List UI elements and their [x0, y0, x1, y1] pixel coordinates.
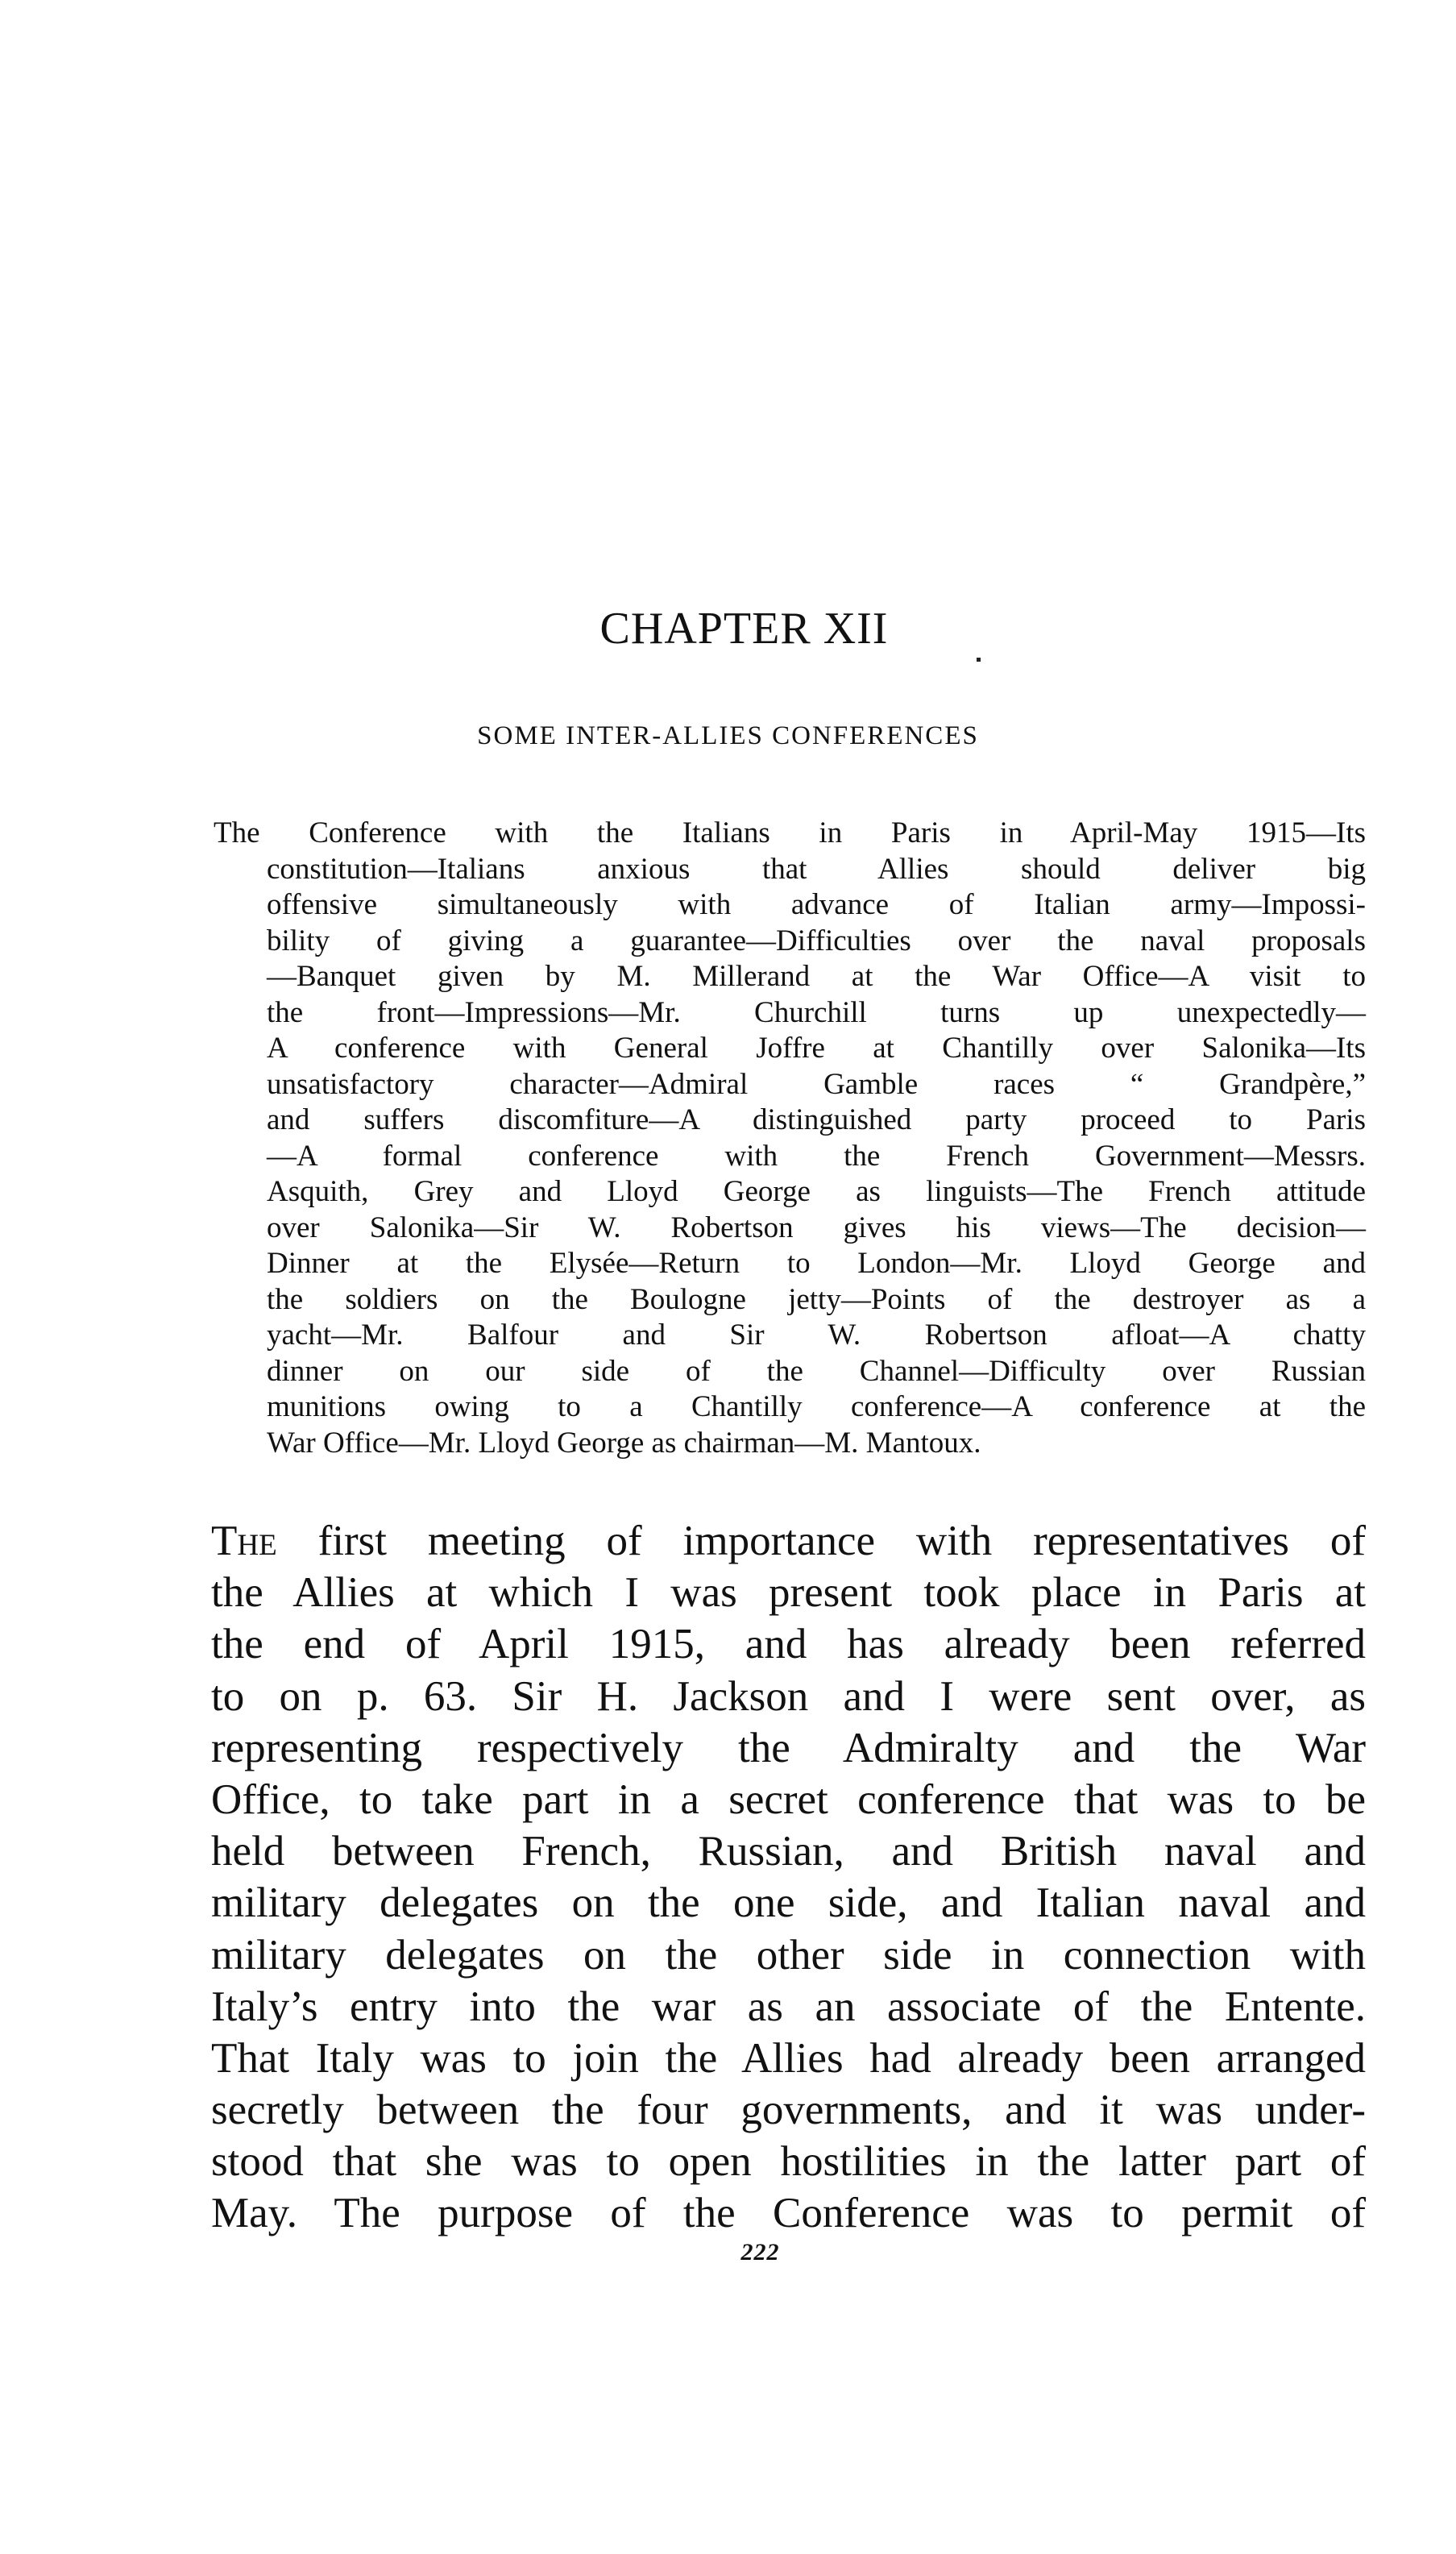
body-line: the end of April 1915, and has already been referred [211, 1621, 1366, 1668]
body-line: the Allies at which I was present took place in Paris at [211, 1569, 1366, 1617]
chapter-title: CHAPTER XII [599, 604, 889, 654]
synopsis-line: dinner on our side of the Channel—Difficulty over Russian [267, 1354, 1366, 1388]
chapter-subtitle: SOME INTER-ALLIES CONFERENCES [477, 721, 979, 750]
body-line: stood that she was to open hostilities in the latter part of [211, 2138, 1366, 2186]
synopsis-line: over Salonika—Sir W. Robertson gives his views—The decision— [267, 1211, 1366, 1244]
body-line: military delegates on the other side in connection with [211, 1931, 1366, 1979]
body-paragraph [211, 1515, 1366, 2240]
body-line: Italy’s entry into the war as an associate of the Entente. [211, 1983, 1366, 2030]
synopsis-line: munitions owing to a Chantilly conference—A conference at the [267, 1390, 1366, 1423]
synopsis-line: the front—Impressions—Mr. Churchill turns up unexpectedly— [267, 995, 1366, 1029]
print-speck [977, 658, 981, 662]
synopsis-line: The Conference with the Italians in Paris in April-May 1915—Its [214, 816, 1366, 849]
body-line: to on p. 63. Sir H. Jackson and I were sent over, as [211, 1672, 1366, 1720]
body-line: secretly between the four governments, and it was under- [211, 2087, 1366, 2134]
opening-word: The [211, 1518, 277, 1564]
synopsis-line: —Banquet given by M. Millerand at the War Office—A visit to [267, 960, 1366, 993]
body-line: military delegates on the one side, and Italian naval and [211, 1879, 1366, 1927]
synopsis-line: bility of giving a guarantee—Difficulties over the naval proposals [267, 924, 1366, 957]
synopsis-line: and suffers discomfiture—A distinguished party proceed to Paris [267, 1103, 1366, 1136]
body-line-text: first meeting of importance with representatives of [276, 1518, 1366, 1564]
synopsis-line: —A formal conference with the French Government—Messrs. [267, 1139, 1366, 1173]
page-number: 222 [740, 2239, 780, 2265]
synopsis-line: Dinner at the Elysée—Return to London—Mr. Lloyd George and [267, 1247, 1366, 1280]
body-line: Office, to take part in a secret conference that was to be [211, 1775, 1366, 1823]
body-line: held between French, Russian, and British naval and [211, 1828, 1366, 1875]
synopsis-line: unsatisfactory character—Admiral Gamble races “ Grandpère,” [267, 1067, 1366, 1101]
synopsis-line: constitution—Italians anxious that Allies should deliver big [267, 852, 1366, 886]
body-line: That Italy was to join the Allies had already been arranged [211, 2034, 1366, 2082]
body-line: representing respectively the Admiralty and the War [211, 1724, 1366, 1771]
body-line: May. The purpose of the Conference was to permit of [211, 2190, 1366, 2237]
synopsis-line: the soldiers on the Boulogne jetty—Points of the destroyer as a [267, 1282, 1366, 1316]
body-line [211, 1515, 1366, 1567]
synopsis-line: yacht—Mr. Balfour and Sir W. Robertson afloat—A chatty [267, 1319, 1366, 1352]
synopsis-line: Asquith, Grey and Lloyd George as linguists—The French attitude [267, 1175, 1366, 1208]
synopsis-line: offensive simultaneously with advance of Italian army—Impossi- [267, 888, 1366, 921]
synopsis-line: War Office—Mr. Lloyd George as chairman—M. Mantoux. [267, 1426, 981, 1460]
chapter-synopsis [214, 816, 1366, 1461]
synopsis-line: A conference with General Joffre at Chantilly over Salonika—Its [267, 1032, 1366, 1065]
